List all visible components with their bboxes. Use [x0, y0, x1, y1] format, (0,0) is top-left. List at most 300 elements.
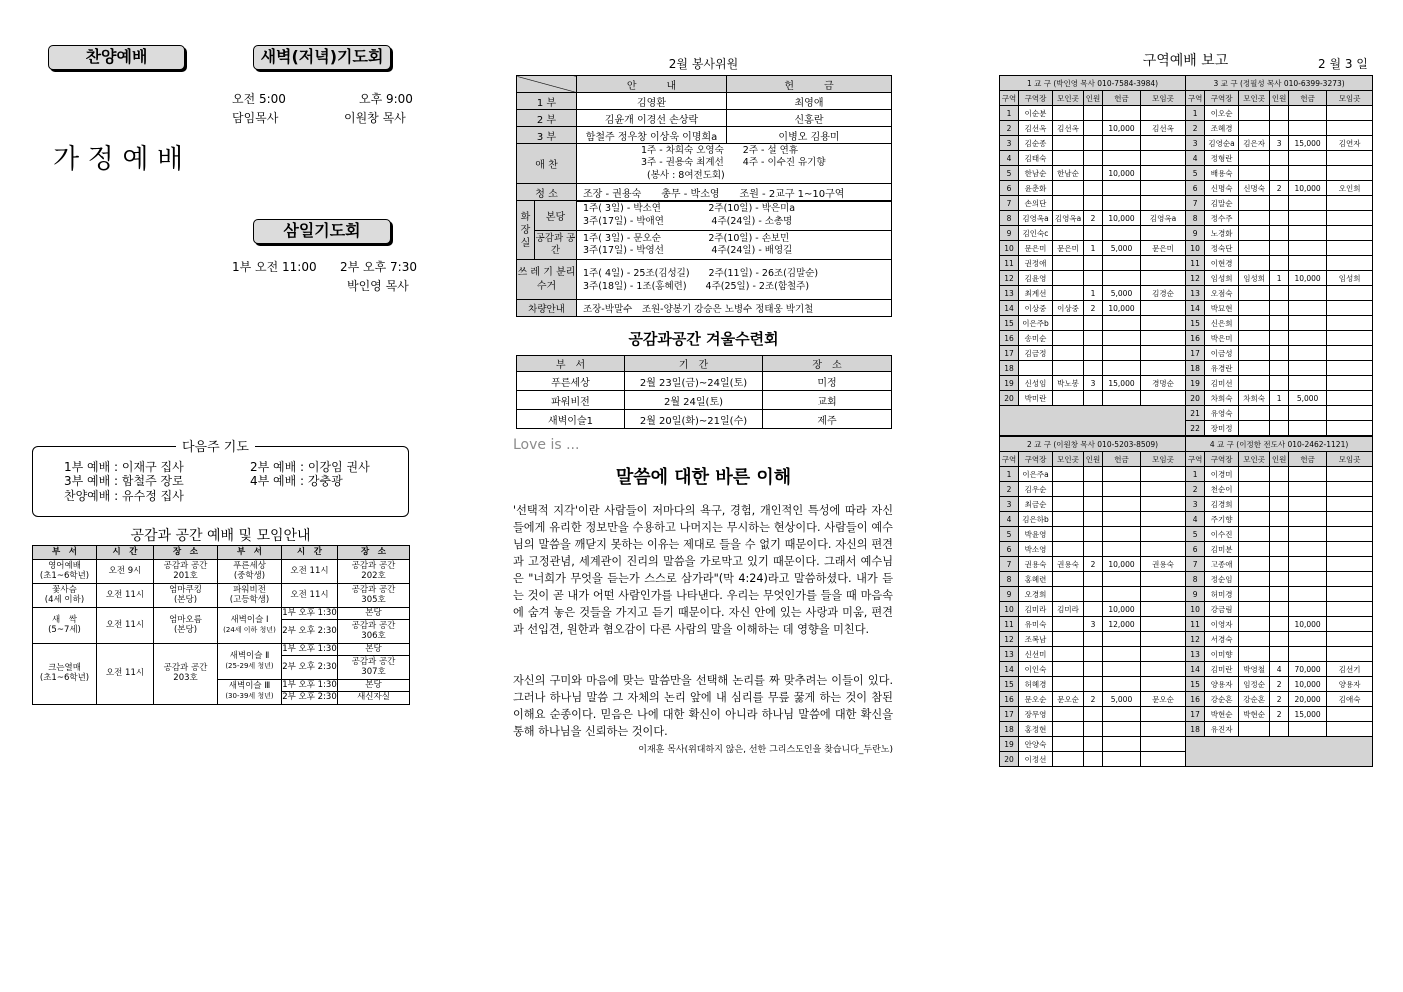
cell: 김영옥a — [1053, 211, 1084, 226]
cell — [1289, 346, 1327, 361]
column-head: 구역 — [1186, 91, 1205, 106]
cell: 배용숙 — [1205, 166, 1239, 181]
cell — [1270, 406, 1289, 421]
row-number: 8 — [1000, 572, 1019, 587]
cell: 이순분 — [1019, 106, 1053, 121]
table-row — [1000, 722, 1373, 737]
cell: 권정애 — [1019, 256, 1053, 271]
row-number: 17 — [1186, 707, 1205, 722]
cell — [1239, 497, 1270, 512]
cell — [1270, 106, 1289, 121]
cell: 미정 — [763, 372, 892, 391]
cell — [1103, 632, 1141, 647]
cell — [1084, 226, 1103, 241]
cell: 202호 — [361, 570, 386, 581]
cell — [1084, 752, 1103, 767]
cell: 엄마쿠킹 — [169, 584, 202, 595]
cell: 2 — [1270, 181, 1289, 196]
youth-head-time: 시 간 — [97, 546, 154, 560]
cell — [1239, 632, 1270, 647]
cell — [1327, 602, 1373, 617]
cell — [1141, 226, 1186, 241]
cell — [1103, 527, 1141, 542]
column-head: 헌금 — [1103, 91, 1141, 106]
cell — [1141, 301, 1186, 316]
column-head: 인원 — [1084, 452, 1103, 467]
cell — [1239, 196, 1270, 211]
cell: 한남순 — [1019, 166, 1053, 181]
cell: 10,000 — [1289, 181, 1327, 196]
row-number: 13 — [1186, 647, 1205, 662]
cell — [1141, 346, 1186, 361]
cell — [1327, 316, 1373, 331]
cell: 김윤개 이경선 손상락 — [577, 110, 727, 127]
table-row — [1000, 136, 1373, 151]
cell — [1327, 587, 1373, 602]
cell — [1084, 106, 1103, 121]
cell — [1270, 421, 1289, 436]
cell — [1270, 166, 1289, 181]
cell: 본당 — [338, 680, 410, 692]
cell — [1327, 421, 1373, 436]
cell: 오전 11시 — [97, 608, 154, 644]
cell — [1270, 361, 1289, 376]
table-row — [517, 300, 892, 317]
cell: 이상중 — [1019, 301, 1053, 316]
cell — [1289, 421, 1327, 436]
row-number: 14 — [1000, 301, 1019, 316]
table-row — [1000, 106, 1373, 121]
cell — [1239, 166, 1270, 181]
cell — [1141, 331, 1186, 346]
district-table-lower — [999, 436, 1373, 767]
cell — [1327, 241, 1373, 256]
cell — [1103, 467, 1141, 482]
cell: 2월 24일(토) — [625, 391, 763, 410]
cell: 이정선 — [1019, 752, 1053, 767]
choir-line-3: (봉사 : 8여전도회) — [647, 169, 725, 181]
cell: 장미정 — [1205, 421, 1239, 436]
cell: 10,000 — [1103, 602, 1141, 617]
table-row — [33, 608, 410, 620]
table-row — [1000, 181, 1373, 196]
row-number: 19 — [1186, 376, 1205, 391]
love-is-heading: Love is ... — [513, 437, 580, 453]
cell: 2 — [1270, 692, 1289, 707]
cell — [1270, 722, 1289, 737]
cell — [1270, 226, 1289, 241]
table-row — [517, 260, 892, 300]
cell — [1289, 121, 1327, 136]
table-row — [1000, 617, 1373, 632]
cell — [1239, 602, 1270, 617]
cell — [1141, 707, 1186, 722]
next-prayer-title: 다음주 기도 — [176, 436, 255, 455]
row-number: 2 — [1186, 121, 1205, 136]
cell — [1289, 196, 1327, 211]
table-row — [517, 410, 892, 429]
table-row — [33, 584, 410, 608]
cell — [1103, 181, 1141, 196]
cell: 강순혼 — [1205, 692, 1239, 707]
cell — [1084, 677, 1103, 692]
cell — [1327, 617, 1373, 632]
cell: 임성희 — [1239, 271, 1270, 286]
cell — [1103, 542, 1141, 557]
cell — [1103, 106, 1141, 121]
cell — [1103, 647, 1141, 662]
column-header-row — [1000, 91, 1373, 106]
cell — [1289, 331, 1327, 346]
cell — [1327, 361, 1373, 376]
cell — [1141, 632, 1186, 647]
cell: 홍정현 — [1019, 722, 1053, 737]
row-number: 8 — [1000, 211, 1019, 226]
cell: 양용자 — [1205, 677, 1239, 692]
row-number: 10 — [1186, 602, 1205, 617]
cell: 김미선 — [1205, 376, 1239, 391]
row-number: 10 — [1000, 602, 1019, 617]
cell — [1103, 151, 1141, 166]
cell — [1141, 722, 1186, 737]
cell: 이경미 — [1205, 467, 1239, 482]
cell: 경명순 — [1141, 376, 1186, 391]
cell — [1327, 151, 1373, 166]
row-number: 11 — [1186, 617, 1205, 632]
dawn-leader-am: 담임목사 — [232, 111, 279, 125]
cell — [1270, 301, 1289, 316]
cell — [1053, 391, 1084, 406]
cell — [1053, 542, 1084, 557]
district-report — [999, 75, 1372, 767]
cell — [1270, 482, 1289, 497]
table-row — [1000, 271, 1373, 286]
table-row — [1000, 391, 1373, 406]
cell: 김순종 — [1019, 136, 1053, 151]
cell: 305호 — [361, 594, 386, 605]
restroom-sub-line-2: 3주(17일) - 박영선 4주(24일) - 배영길 — [583, 245, 793, 256]
table-row — [1000, 677, 1373, 692]
cell: 권용숙 — [1019, 557, 1053, 572]
cell: 새 싹 — [52, 614, 77, 625]
cell: 1 — [1270, 271, 1289, 286]
cell — [1084, 707, 1103, 722]
cell: 문오순 — [1141, 692, 1186, 707]
table-row — [517, 391, 892, 410]
wednesday-leader: 박인영 목사 — [347, 279, 409, 293]
cell: 15,000 — [1103, 376, 1141, 391]
row-label: 애 찬 — [517, 144, 577, 184]
youth-schedule-table — [32, 545, 410, 705]
column-head: 인원 — [1270, 452, 1289, 467]
cell — [1327, 106, 1373, 121]
row-number: 20 — [1000, 752, 1019, 767]
cell — [1053, 316, 1084, 331]
table-row — [1000, 286, 1373, 301]
cell: 공감과 공간 — [351, 656, 396, 667]
cell — [1084, 181, 1103, 196]
cell — [1103, 391, 1141, 406]
cell: 2부 오후 2:30 — [282, 656, 338, 680]
row-number: 20 — [1000, 391, 1019, 406]
table-row — [1000, 467, 1373, 482]
row-number: 16 — [1000, 331, 1019, 346]
cell — [1053, 647, 1084, 662]
column-head: 헌금 — [1289, 452, 1327, 467]
cell — [1327, 707, 1373, 722]
cell: 새벽이슬1 — [517, 410, 625, 429]
cell: 이현경 — [1205, 256, 1239, 271]
cell: 이상중 — [1053, 301, 1084, 316]
wednesday-time-1: 1부 오전 11:00 — [232, 260, 317, 274]
cell: 김경희 — [1205, 497, 1239, 512]
row-number: 12 — [1186, 632, 1205, 647]
cell: 정순임 — [1205, 572, 1239, 587]
cell: 1부 오후 1:30 — [282, 607, 337, 618]
cell — [1141, 467, 1186, 482]
table-row — [1000, 707, 1373, 722]
cell — [1053, 632, 1084, 647]
table-row — [1000, 662, 1373, 677]
cell: 15,000 — [1289, 136, 1327, 151]
cell — [1053, 256, 1084, 271]
cell — [1053, 677, 1084, 692]
cell — [1239, 316, 1270, 331]
cell: 본당 — [338, 644, 410, 656]
empty-block — [1186, 737, 1373, 767]
cell — [1084, 391, 1103, 406]
cell: 20,000 — [1289, 692, 1327, 707]
cell — [1084, 331, 1103, 346]
cell: 3 — [1084, 617, 1103, 632]
row-number: 6 — [1000, 181, 1019, 196]
column-head: 구역 — [1186, 452, 1205, 467]
cell — [1103, 572, 1141, 587]
cell: 오전 11시 — [97, 644, 154, 705]
cell: 박은미 — [1205, 331, 1239, 346]
cell — [1103, 256, 1141, 271]
row-number: 7 — [1000, 196, 1019, 211]
cell — [1289, 166, 1327, 181]
cell: 강금림 — [1205, 602, 1239, 617]
cell — [1053, 106, 1084, 121]
cell — [1084, 361, 1103, 376]
cell — [1289, 482, 1327, 497]
cell — [1270, 557, 1289, 572]
cell: 문은미 — [1141, 241, 1186, 256]
cell: 최영애 — [727, 93, 892, 110]
offering-head: 헌 금 — [727, 76, 892, 93]
row-number: 15 — [1000, 677, 1019, 692]
cell — [1141, 497, 1186, 512]
usher-head: 안 내 — [577, 76, 727, 93]
cell — [1053, 271, 1084, 286]
cell — [1289, 211, 1327, 226]
cell — [1103, 752, 1141, 767]
retreat-table — [516, 355, 892, 429]
cell: 박현순 — [1239, 707, 1270, 722]
row-number: 12 — [1186, 271, 1205, 286]
cell: 306호 — [361, 630, 386, 641]
cell: 파워비전 — [233, 584, 266, 595]
cell — [1239, 106, 1270, 121]
article-title: 말씀에 대한 바른 이해 — [615, 467, 792, 488]
cell: 4 — [1270, 662, 1289, 677]
cell — [1327, 632, 1373, 647]
row-number: 9 — [1000, 587, 1019, 602]
cell — [1289, 632, 1327, 647]
cell: 박미란 — [1019, 391, 1053, 406]
row-number: 7 — [1000, 557, 1019, 572]
row-number: 5 — [1186, 166, 1205, 181]
cell — [1053, 286, 1084, 301]
empty-block — [1000, 406, 1186, 436]
table-row — [1000, 587, 1373, 602]
cell: 1 — [1270, 391, 1289, 406]
cell — [1141, 316, 1186, 331]
cell — [1103, 722, 1141, 737]
cell: 권용숙 — [1141, 557, 1186, 572]
cell: 2 — [1084, 692, 1103, 707]
cell: 3 — [1084, 376, 1103, 391]
row-label: 화 장 실 — [517, 201, 535, 260]
row-number: 2 — [1000, 121, 1019, 136]
table-row — [1000, 151, 1373, 166]
cell: 유진자 — [1205, 722, 1239, 737]
cell: 공감과 공간 — [351, 584, 396, 595]
cell — [1239, 421, 1270, 436]
cell: (초1~6학년) — [39, 673, 90, 683]
restroom-main-line-2: 3주(17일) - 박애연 4주(24일) - 소총명 — [583, 215, 793, 227]
cell — [1270, 572, 1289, 587]
cell: 공감과 공간 — [351, 620, 396, 631]
column-head: 구역장 — [1019, 91, 1053, 106]
column-head: 모인곳 — [1053, 452, 1084, 467]
cell — [1327, 346, 1373, 361]
cell: 김영옥a — [1141, 211, 1186, 226]
cell: 10,000 — [1103, 557, 1141, 572]
prayer-line-5: 찬양예배 : 유수정 집사 — [64, 489, 184, 503]
cell: 엄마오름 — [169, 614, 202, 625]
cell: 교회 — [763, 391, 892, 410]
cell: 오전 11시 — [282, 560, 338, 584]
row-label: 1 부 — [517, 93, 577, 110]
cell: 2부 오후 2:30 — [282, 692, 338, 705]
cell — [1103, 737, 1141, 752]
cell: 김우순 — [1019, 482, 1053, 497]
cell: 문오순 — [1019, 692, 1053, 707]
cell — [1239, 647, 1270, 662]
column-head: 모인곳 — [1239, 91, 1270, 106]
cell: 12,000 — [1103, 617, 1141, 632]
cell — [1141, 752, 1186, 767]
cell — [1053, 331, 1084, 346]
cell — [1289, 376, 1327, 391]
row-number: 11 — [1186, 256, 1205, 271]
row-number: 12 — [1000, 632, 1019, 647]
car-text: 조장-박말수 조원-양봉기 강승은 노병수 정태웅 박기철 — [577, 300, 892, 317]
cell — [1053, 512, 1084, 527]
choir-line-2: 3주 - 권용숙 최계선 4주 - 이수진 유기향 — [641, 157, 826, 169]
cell: 이미향 — [1205, 647, 1239, 662]
cell — [1103, 587, 1141, 602]
cell — [1239, 226, 1270, 241]
column-head: 구역 — [1000, 452, 1019, 467]
table-row — [1000, 557, 1373, 572]
cell: 김애숙 — [1327, 692, 1373, 707]
youth-head-dept-2: 부 서 — [218, 546, 282, 560]
cell — [1084, 662, 1103, 677]
cell: 10,000 — [1103, 121, 1141, 136]
cell — [1239, 241, 1270, 256]
article-source: 이재훈 목사(위대하지 않은, 선한 그리스도인을 찾습니다_두란노) — [638, 745, 893, 755]
article-paragraph-2: 자신의 구미와 마음에 맞는 말씀만을 선택해 논리를 짜 맞추려는 이들이 있다. 그러나 하나님 말씀 그 자체의 논리 앞에 내 심리를 무릎 꿇게 하는 것이 참된 이해요 순종이다. 믿음은 나에 대한 확신이 아니라 하나님 말씀에 대한 확신을 통해 하나님을 신뢰하는 것이다. — [513, 674, 893, 738]
cell — [1239, 557, 1270, 572]
table-row — [1000, 316, 1373, 331]
row-number: 18 — [1000, 361, 1019, 376]
cell: 본당 — [338, 608, 410, 620]
cell — [1141, 181, 1186, 196]
cell: 정숙단 — [1205, 241, 1239, 256]
column-head: 헌금 — [1103, 452, 1141, 467]
cell — [1053, 737, 1084, 752]
dawn-time-am: 오전 5:00 — [232, 92, 286, 106]
cell — [1084, 512, 1103, 527]
cell — [1084, 572, 1103, 587]
cell — [1053, 707, 1084, 722]
cell — [1141, 572, 1186, 587]
table-row — [1000, 241, 1373, 256]
cell — [1103, 196, 1141, 211]
cell: 임정순 — [1239, 677, 1270, 692]
row-number: 4 — [1000, 151, 1019, 166]
cell — [1084, 151, 1103, 166]
cell — [1327, 722, 1373, 737]
cell: 5,000 — [1103, 286, 1141, 301]
cell: 1 — [1084, 241, 1103, 256]
table-row — [33, 560, 410, 584]
cell: (4세 이하) — [44, 594, 85, 605]
cell — [1289, 316, 1327, 331]
district-head: 2 교 구 (이원창 목사 010-5203-8509) — [1000, 437, 1186, 452]
row-number: 13 — [1186, 286, 1205, 301]
row-number: 16 — [1186, 331, 1205, 346]
table-row — [1000, 572, 1373, 587]
youth-head-place: 장 소 — [154, 546, 218, 560]
table-row — [1000, 602, 1373, 617]
cell — [1103, 331, 1141, 346]
cell: 권용숙 — [1053, 557, 1084, 572]
cell — [1239, 617, 1270, 632]
cell: 오점숙 — [1205, 286, 1239, 301]
cell: 임성희 — [1205, 271, 1239, 286]
cell — [1327, 497, 1373, 512]
cell: 문은미 — [1019, 241, 1053, 256]
cell — [1239, 211, 1270, 226]
cell — [1053, 151, 1084, 166]
cell: 이인숙 — [1019, 662, 1053, 677]
row-number: 18 — [1186, 722, 1205, 737]
cell — [1084, 527, 1103, 542]
row-number: 14 — [1186, 662, 1205, 677]
row-number: 14 — [1000, 662, 1019, 677]
cell: (30-39세 청년) — [225, 692, 274, 700]
cell: 문은미 — [1053, 241, 1084, 256]
cell: 신선미 — [1019, 647, 1053, 662]
cell: 오전 11시 — [97, 584, 154, 608]
cell: 김미라 — [1019, 602, 1053, 617]
cell: 유미숙 — [1019, 617, 1053, 632]
